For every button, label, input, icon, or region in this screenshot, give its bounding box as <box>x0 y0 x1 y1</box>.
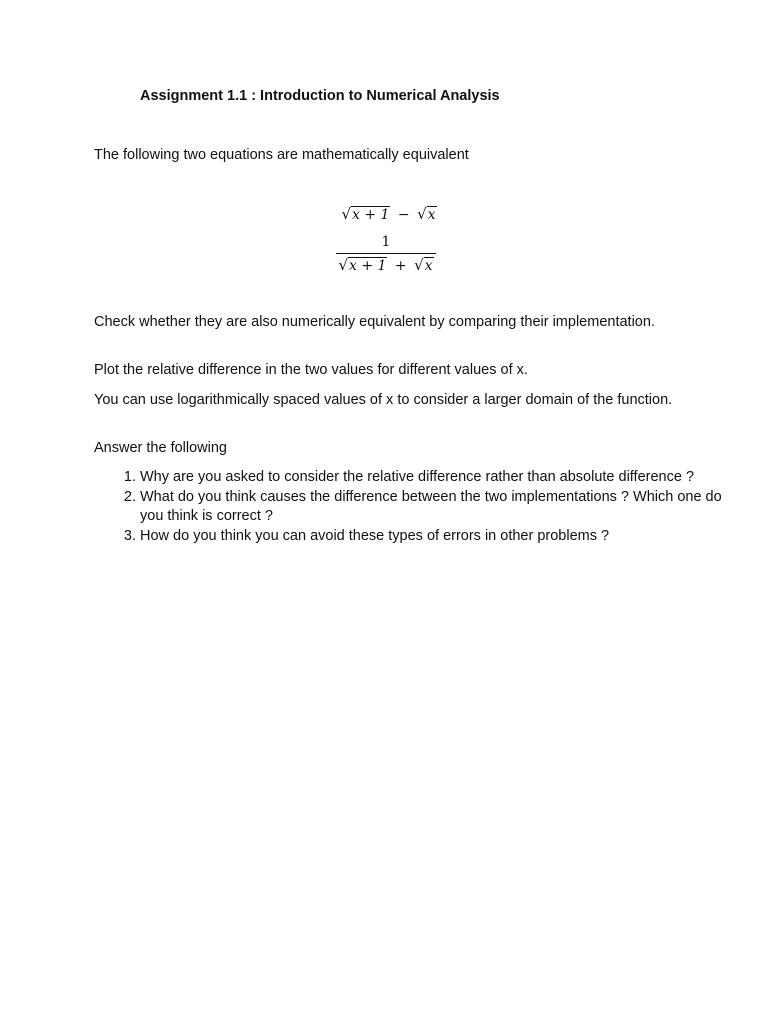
fraction-numerator: 1 <box>381 234 391 250</box>
equation-difference <box>0 205 768 223</box>
plus-operator: + <box>394 258 407 274</box>
fraction-denominator: √x + 1 + √x <box>338 256 433 274</box>
radicand-b: x <box>427 207 436 223</box>
denominator-radicand-b: x <box>424 258 433 274</box>
question-list <box>94 468 740 546</box>
radicand-a: x + 1 <box>352 207 390 223</box>
log-paragraph: You can use logarithmically spaced values of x to consider a larger domain of the function. <box>94 392 673 408</box>
minus-operator: − <box>397 207 410 223</box>
question-item: 1. Why are you asked to consider the relative difference rather than absolute difference ? <box>140 468 740 488</box>
question-item: 3. How do you think you can avoid these types of errors in other problems ? <box>140 527 740 547</box>
equation-fraction <box>0 234 768 274</box>
denominator-radicand-a: x + 1 <box>349 258 387 274</box>
question-item: 2. What do you think causes the difference between the two implementations ? Which one do you think is correct ? <box>140 488 740 527</box>
sqrt-term-b: √x <box>417 205 436 223</box>
check-paragraph: Check whether they are also numerically equivalent by comparing their implementation. <box>94 314 655 330</box>
sqrt-term-a: √x + 1 <box>341 205 390 223</box>
answer-heading: Answer the following <box>94 440 227 456</box>
assignment-title: Assignment 1.1 : Introduction to Numerical Analysis <box>140 88 500 104</box>
plot-paragraph: Plot the relative difference in the two values for different values of x. <box>94 362 528 378</box>
intro-paragraph: The following two equations are mathematically equivalent <box>94 147 469 163</box>
